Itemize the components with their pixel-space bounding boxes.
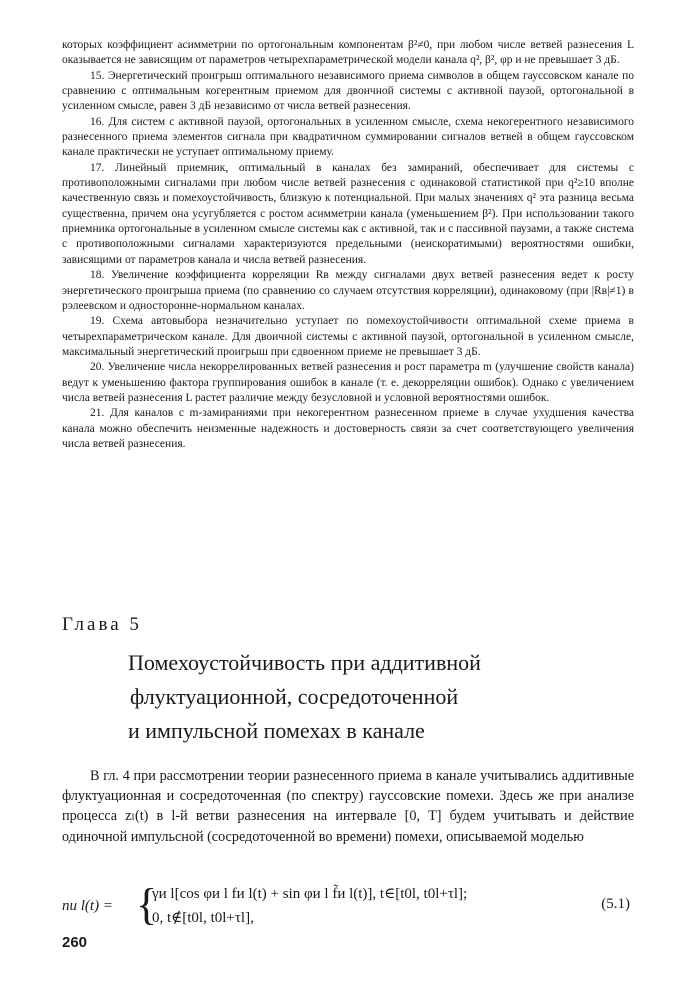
continued-paragraph: которых коэффициент асимметрии по ортогональным компонентам β²≠0, при любом числе ветвей разнесения L оказывается не зависящим от параметров четырехпараметрической модели канала q², β², φр и не превышает 3 дБ.	[62, 39, 634, 67]
equation-5-1	[62, 882, 634, 934]
equation-number: (5.1)	[601, 896, 630, 912]
chapter-intro	[62, 766, 634, 847]
chapter-title-line-2: флуктуационной, сосредоточенной	[130, 684, 459, 709]
conclusion-20: 20. Увеличение числа некоррелированных ветвей разнесения и рост параметра m (улучшение свойств канала) ведут к уменьшению фактора группирования ошибок в канале (т. е. декорреляции ошибок). Однако с увеличением числа ветвей разнесения L растет различие между безусловной и условной вероятностями ошибок.	[62, 361, 634, 404]
conclusions-list	[62, 38, 634, 452]
conclusion-17: 17. Линейный приемник, оптимальный в каналах без замираний, обеспечивает для системы с противоположными сигналами при любом числе ветвей разнесения с одинаковой статистикой при q²≥10 вполне качественную связь и помехоустойчивость, близкую к потенциальной. При малых значениях q² эта разница весьма существенна, причем она усугубляется с ростом асимметрии канала (уменьшением β²). При использовании такого приемника ортогональные в усиленном смысле системы как с активной, так и с пассивной паузами, а также система с противоположными сигналами характеризуются предельными (неискоратимыми) вероятностями ошибки, зависящими от параметров канала и числа ветвей разнесения.	[62, 161, 634, 266]
equation-brace: {	[136, 880, 158, 929]
equation-case-1: γи l[cos φи l fи l(t) + sin φи l f̃и l(t)], t∈[t0l, t0l+τl];	[152, 886, 468, 902]
conclusion-16: 16. Для систем с активной паузой, ортогональных в усиленном смысле, схема некогерентного независимого разнесенного приема элементов сигнала при квадратичном суммировании сигналов ветвей в общем гауссовском канале практически не уступает оптимальному приему.	[62, 115, 634, 159]
conclusion-19: 19. Схема автовыбора незначительно уступает по помехоустойчивости оптимальной схеме приема в четырехпараметрическом канале. Для двоичной системы с активной паузой, ортогональной в усиленном смысле, максимальный энергетический проигрыш при сдвоенном приеме не превышает 3 дБ.	[62, 315, 634, 358]
chapter-title	[128, 646, 608, 748]
page-number: 260	[62, 934, 88, 951]
conclusion-15: 15. Энергетический проигрыш оптимального независимого приема символов в общем гауссовском канале по сравнению с оптимальным когерентным приемом для двоичной системы с активной паузой, ортогональной в усиленном смысле, равен 3 дБ независимо от числа ветвей разнесения.	[62, 69, 634, 113]
chapter-title-line-3: и импульсной помехах в канале	[128, 718, 425, 743]
conclusion-18: 18. Увеличение коэффициента корреляции Rв между сигналами двух ветвей разнесения ведет к росту энергетического проигрыша приема (по сравнению со случаем отсутствия корреляции), одинаковому (при |Rв|≠1) в рэлеевском и односторонне-нормальном каналах.	[62, 269, 634, 312]
conclusion-21: 21. Для каналов с m-замираниями при некогерентном разнесенном приеме в случае ухудшения качества канала можно обеспечить неизменные надежность и достоверность связи за счет соответствующего увеличения числа ветвей разнесения.	[62, 407, 634, 450]
chapter-label: Глава 5	[62, 614, 142, 635]
equation-case-2: 0, t∉[t0l, t0l+τl],	[152, 910, 254, 926]
chapter-title-line-1: Помехоустойчивость при аддитивной	[128, 650, 481, 675]
equation-lhs: nи l(t) =	[62, 898, 113, 914]
intro-paragraph: В гл. 4 при рассмотрении теории разнесенного приема в канале учитывались аддитивные флуктуационная и сосредоточенная (по спектру) гауссовские помехи. Здесь же при анализе процесса zₗ(t) в l-й ветви разнесения на интервале [0, T] будем учитывать и действие одиночной импульсной (сосредоточенной во времени) помехи, описываемой моделью	[62, 768, 634, 845]
